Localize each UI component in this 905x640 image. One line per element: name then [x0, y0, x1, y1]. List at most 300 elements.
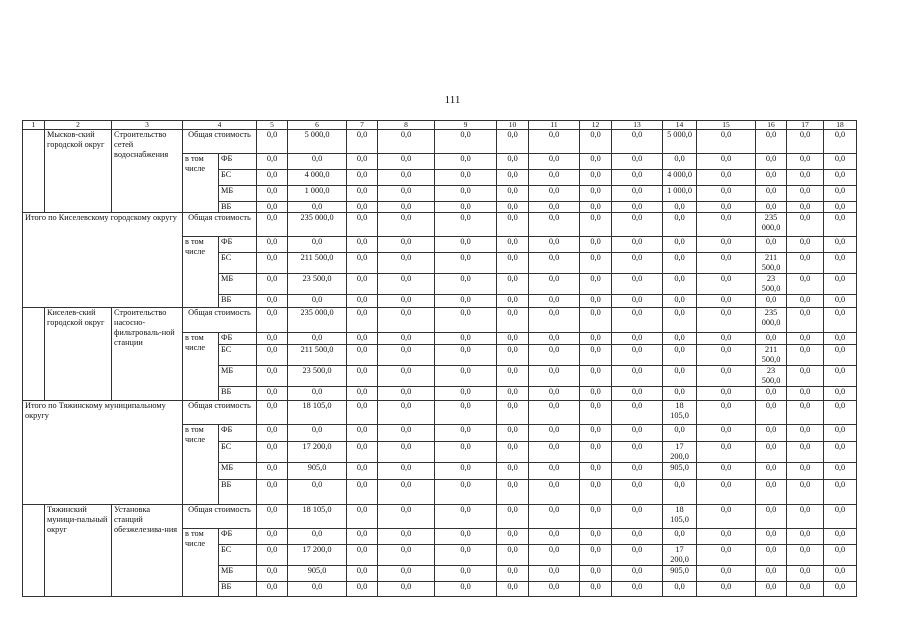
value-cell: 0,0: [787, 154, 824, 170]
source-label: ФБ: [219, 333, 257, 345]
value-cell: 23 500,0: [288, 366, 347, 387]
value-cell: 0,0: [824, 170, 857, 186]
value-cell: 0,0: [697, 401, 756, 425]
value-cell: 0,0: [257, 253, 288, 274]
value-cell: 0,0: [787, 308, 824, 333]
value-cell: 0,0: [288, 154, 347, 170]
value-cell: 0,0: [663, 253, 697, 274]
value-cell: 0,0: [612, 566, 663, 582]
value-cell: 0,0: [612, 545, 663, 566]
value-cell: 0,0: [497, 333, 529, 345]
project-cell: Установка станций обезжелезива-ния: [112, 505, 183, 597]
value-cell: 0,0: [787, 237, 824, 253]
header-cell: 2: [45, 121, 112, 130]
incl-label: в том числе: [183, 154, 219, 213]
value-cell: 0,0: [288, 529, 347, 545]
value-cell: 0,0: [787, 366, 824, 387]
value-cell: 0,0: [288, 480, 347, 505]
value-cell: 0,0: [378, 333, 435, 345]
value-cell: 18 105,0: [288, 401, 347, 425]
value-cell: 0,0: [612, 308, 663, 333]
value-cell: 0,0: [756, 582, 787, 597]
value-cell: 0,0: [663, 237, 697, 253]
value-cell: 0,0: [497, 186, 529, 202]
value-cell: 0,0: [347, 295, 378, 308]
value-cell: 0,0: [257, 170, 288, 186]
value-cell: 0,0: [529, 213, 580, 237]
source-label: ВБ: [219, 387, 257, 401]
value-cell: 0,0: [663, 425, 697, 442]
table-row: [23, 505, 857, 529]
value-cell: 0,0: [378, 213, 435, 237]
value-cell: 0,0: [756, 401, 787, 425]
value-cell: 0,0: [497, 202, 529, 213]
value-cell: 17 200,0: [663, 442, 697, 463]
value-cell: 0,0: [347, 480, 378, 505]
value-cell: 0,0: [612, 480, 663, 505]
value-cell: 0,0: [497, 130, 529, 154]
value-cell: 0,0: [347, 505, 378, 529]
value-cell: 0,0: [612, 366, 663, 387]
value-cell: 0,0: [787, 401, 824, 425]
value-cell: 0,0: [347, 186, 378, 202]
value-cell: 0,0: [663, 387, 697, 401]
value-cell: 0,0: [580, 345, 612, 366]
header-cell: 6: [288, 121, 347, 130]
value-cell: 0,0: [824, 582, 857, 597]
value-cell: 0,0: [580, 170, 612, 186]
value-cell: 0,0: [257, 333, 288, 345]
header-row: [23, 121, 857, 130]
source-label: МБ: [219, 366, 257, 387]
source-label: БС: [219, 170, 257, 186]
header-cell: 15: [697, 121, 756, 130]
value-cell: 0,0: [435, 202, 497, 213]
source-label: ФБ: [219, 154, 257, 170]
value-cell: 0,0: [529, 566, 580, 582]
value-cell: 905,0: [288, 566, 347, 582]
col1-cell: [23, 130, 45, 213]
value-cell: 0,0: [663, 480, 697, 505]
value-cell: 0,0: [257, 387, 288, 401]
value-cell: 0,0: [257, 237, 288, 253]
value-cell: 0,0: [497, 308, 529, 333]
source-label: ВБ: [219, 582, 257, 597]
value-cell: 18 105,0: [288, 505, 347, 529]
incl-label: в том числе: [183, 237, 219, 308]
header-cell: 7: [347, 121, 378, 130]
value-cell: 0,0: [663, 274, 697, 295]
value-cell: 0,0: [787, 274, 824, 295]
value-cell: 0,0: [529, 308, 580, 333]
value-cell: 0,0: [347, 582, 378, 597]
value-cell: 0,0: [612, 529, 663, 545]
header-cell: 11: [529, 121, 580, 130]
value-cell: 0,0: [663, 308, 697, 333]
value-cell: 0,0: [435, 154, 497, 170]
value-cell: 0,0: [580, 582, 612, 597]
value-cell: 23 500,0: [288, 274, 347, 295]
value-cell: 0,0: [378, 401, 435, 425]
value-cell: 0,0: [257, 345, 288, 366]
value-cell: 0,0: [697, 582, 756, 597]
total-title: Итого по Тяжинскому муниципальному округу: [23, 401, 183, 505]
value-cell: 0,0: [378, 463, 435, 480]
value-cell: 0,0: [257, 308, 288, 333]
value-cell: 17 200,0: [288, 545, 347, 566]
value-cell: 235 000,0: [756, 308, 787, 333]
value-cell: 0,0: [497, 442, 529, 463]
value-cell: 0,0: [612, 463, 663, 480]
value-cell: 0,0: [347, 170, 378, 186]
value-cell: 0,0: [787, 480, 824, 505]
value-cell: 0,0: [378, 170, 435, 186]
source-label: ВБ: [219, 480, 257, 505]
value-cell: 0,0: [756, 130, 787, 154]
value-cell: 0,0: [497, 154, 529, 170]
value-cell: 0,0: [756, 545, 787, 566]
value-cell: 0,0: [435, 387, 497, 401]
value-cell: 0,0: [697, 274, 756, 295]
value-cell: 0,0: [580, 237, 612, 253]
value-cell: 0,0: [257, 545, 288, 566]
value-cell: 0,0: [787, 442, 824, 463]
header-cell: 12: [580, 121, 612, 130]
value-cell: 0,0: [288, 202, 347, 213]
value-cell: 0,0: [378, 345, 435, 366]
value-cell: 0,0: [824, 463, 857, 480]
value-cell: 0,0: [824, 274, 857, 295]
value-cell: 0,0: [663, 154, 697, 170]
value-cell: 905,0: [663, 463, 697, 480]
value-cell: 0,0: [612, 425, 663, 442]
value-cell: 0,0: [529, 345, 580, 366]
total-cost-label: Общая стоимость: [183, 505, 257, 529]
value-cell: 0,0: [378, 130, 435, 154]
value-cell: 0,0: [497, 545, 529, 566]
value-cell: 0,0: [257, 295, 288, 308]
value-cell: 0,0: [347, 274, 378, 295]
budget-table: [22, 120, 857, 597]
value-cell: 0,0: [435, 401, 497, 425]
value-cell: 0,0: [257, 274, 288, 295]
value-cell: 235 000,0: [288, 213, 347, 237]
value-cell: 0,0: [612, 170, 663, 186]
value-cell: 0,0: [663, 366, 697, 387]
value-cell: 0,0: [257, 425, 288, 442]
value-cell: 0,0: [580, 213, 612, 237]
source-label: БС: [219, 253, 257, 274]
value-cell: 0,0: [378, 442, 435, 463]
value-cell: 0,0: [378, 253, 435, 274]
value-cell: 0,0: [787, 170, 824, 186]
value-cell: 0,0: [824, 401, 857, 425]
total-cost-label: Общая стоимость: [183, 130, 257, 154]
value-cell: 5 000,0: [663, 130, 697, 154]
value-cell: 0,0: [824, 345, 857, 366]
value-cell: 0,0: [529, 295, 580, 308]
value-cell: 18 105,0: [663, 401, 697, 425]
value-cell: 0,0: [257, 366, 288, 387]
value-cell: 0,0: [580, 274, 612, 295]
value-cell: 0,0: [787, 387, 824, 401]
value-cell: 0,0: [697, 253, 756, 274]
value-cell: 0,0: [497, 480, 529, 505]
value-cell: 0,0: [580, 566, 612, 582]
value-cell: 0,0: [435, 366, 497, 387]
value-cell: 0,0: [378, 387, 435, 401]
value-cell: 0,0: [497, 529, 529, 545]
value-cell: 0,0: [824, 253, 857, 274]
value-cell: 0,0: [787, 463, 824, 480]
value-cell: 0,0: [756, 186, 787, 202]
source-label: БС: [219, 345, 257, 366]
value-cell: 0,0: [497, 170, 529, 186]
value-cell: 0,0: [756, 154, 787, 170]
value-cell: 0,0: [435, 333, 497, 345]
value-cell: 0,0: [435, 442, 497, 463]
source-label: ФБ: [219, 237, 257, 253]
value-cell: 0,0: [824, 366, 857, 387]
value-cell: 0,0: [756, 463, 787, 480]
value-cell: 0,0: [378, 480, 435, 505]
value-cell: 0,0: [580, 202, 612, 213]
total-cost-label: Общая стоимость: [183, 401, 257, 425]
value-cell: 0,0: [257, 582, 288, 597]
value-cell: 0,0: [612, 295, 663, 308]
value-cell: 0,0: [497, 387, 529, 401]
value-cell: 0,0: [663, 345, 697, 366]
value-cell: 0,0: [697, 345, 756, 366]
value-cell: 0,0: [697, 566, 756, 582]
value-cell: 0,0: [580, 425, 612, 442]
incl-label: в том числе: [183, 425, 219, 505]
header-cell: 14: [663, 121, 697, 130]
value-cell: 0,0: [580, 529, 612, 545]
value-cell: 0,0: [347, 442, 378, 463]
value-cell: 0,0: [756, 333, 787, 345]
value-cell: 0,0: [347, 463, 378, 480]
value-cell: 0,0: [257, 463, 288, 480]
value-cell: 0,0: [497, 237, 529, 253]
value-cell: 0,0: [257, 505, 288, 529]
value-cell: 0,0: [529, 366, 580, 387]
value-cell: 0,0: [580, 253, 612, 274]
value-cell: 0,0: [378, 308, 435, 333]
value-cell: 0,0: [756, 480, 787, 505]
header-cell: 13: [612, 121, 663, 130]
value-cell: 0,0: [347, 333, 378, 345]
value-cell: 0,0: [787, 130, 824, 154]
value-cell: 0,0: [497, 345, 529, 366]
value-cell: 0,0: [435, 130, 497, 154]
table-row: [23, 130, 857, 154]
value-cell: 0,0: [257, 202, 288, 213]
value-cell: 0,0: [288, 333, 347, 345]
value-cell: 0,0: [529, 425, 580, 442]
value-cell: 0,0: [435, 425, 497, 442]
col1-cell: [23, 505, 45, 597]
value-cell: 0,0: [787, 253, 824, 274]
value-cell: 0,0: [347, 154, 378, 170]
value-cell: 0,0: [787, 545, 824, 566]
value-cell: 0,0: [580, 480, 612, 505]
value-cell: 0,0: [347, 308, 378, 333]
value-cell: 23 500,0: [756, 366, 787, 387]
value-cell: 0,0: [378, 505, 435, 529]
value-cell: 0,0: [824, 387, 857, 401]
value-cell: 0,0: [580, 295, 612, 308]
municipality-cell: Тяжинский муници-пальный округ: [45, 505, 112, 597]
value-cell: 4 000,0: [663, 170, 697, 186]
value-cell: 0,0: [824, 545, 857, 566]
value-cell: 0,0: [697, 463, 756, 480]
value-cell: 0,0: [580, 505, 612, 529]
value-cell: 0,0: [697, 237, 756, 253]
value-cell: 0,0: [612, 130, 663, 154]
value-cell: 0,0: [435, 237, 497, 253]
value-cell: 0,0: [288, 425, 347, 442]
value-cell: 0,0: [497, 463, 529, 480]
value-cell: 0,0: [580, 545, 612, 566]
value-cell: 0,0: [663, 202, 697, 213]
value-cell: 0,0: [824, 529, 857, 545]
value-cell: 0,0: [288, 582, 347, 597]
value-cell: 0,0: [435, 345, 497, 366]
source-label: ФБ: [219, 529, 257, 545]
page-number: 111: [444, 94, 461, 106]
total-row: [23, 213, 857, 237]
value-cell: 0,0: [824, 186, 857, 202]
value-cell: 0,0: [347, 345, 378, 366]
value-cell: 0,0: [787, 202, 824, 213]
total-row: [23, 401, 857, 425]
value-cell: 0,0: [824, 566, 857, 582]
incl-label: в том числе: [183, 333, 219, 401]
value-cell: 0,0: [347, 366, 378, 387]
value-cell: 0,0: [288, 387, 347, 401]
value-cell: 0,0: [697, 295, 756, 308]
value-cell: 0,0: [529, 480, 580, 505]
value-cell: 0,0: [612, 345, 663, 366]
value-cell: 0,0: [497, 366, 529, 387]
value-cell: 0,0: [697, 529, 756, 545]
header-cell: 4: [183, 121, 257, 130]
value-cell: 0,0: [697, 186, 756, 202]
total-title: Итого по Киселевскому городскому округу: [23, 213, 183, 308]
value-cell: 0,0: [612, 582, 663, 597]
header-cell: 5: [257, 121, 288, 130]
value-cell: 0,0: [756, 387, 787, 401]
value-cell: 0,0: [580, 463, 612, 480]
value-cell: 0,0: [787, 425, 824, 442]
value-cell: 0,0: [257, 401, 288, 425]
value-cell: 0,0: [580, 333, 612, 345]
header-cell: 17: [787, 121, 824, 130]
value-cell: 905,0: [663, 566, 697, 582]
value-cell: 0,0: [697, 366, 756, 387]
value-cell: 0,0: [347, 213, 378, 237]
value-cell: 0,0: [347, 425, 378, 442]
value-cell: 0,0: [756, 529, 787, 545]
value-cell: 0,0: [435, 213, 497, 237]
value-cell: 0,0: [663, 295, 697, 308]
value-cell: 0,0: [824, 333, 857, 345]
source-label: МБ: [219, 566, 257, 582]
value-cell: 0,0: [612, 505, 663, 529]
value-cell: 0,0: [435, 463, 497, 480]
value-cell: 0,0: [787, 333, 824, 345]
value-cell: 0,0: [435, 529, 497, 545]
value-cell: 0,0: [697, 442, 756, 463]
project-cell: Строительство сетей водоснабжения: [112, 130, 183, 213]
value-cell: 0,0: [697, 545, 756, 566]
value-cell: 0,0: [756, 442, 787, 463]
value-cell: 4 000,0: [288, 170, 347, 186]
value-cell: 0,0: [697, 308, 756, 333]
value-cell: 0,0: [756, 170, 787, 186]
value-cell: 0,0: [612, 213, 663, 237]
value-cell: 0,0: [580, 442, 612, 463]
value-cell: 0,0: [824, 308, 857, 333]
value-cell: 0,0: [580, 308, 612, 333]
value-cell: 0,0: [288, 295, 347, 308]
value-cell: 0,0: [787, 582, 824, 597]
value-cell: 0,0: [529, 442, 580, 463]
value-cell: 0,0: [257, 529, 288, 545]
value-cell: 0,0: [529, 253, 580, 274]
value-cell: 0,0: [756, 202, 787, 213]
source-label: ФБ: [219, 425, 257, 442]
col1-cell: [23, 308, 45, 401]
value-cell: 1 000,0: [288, 186, 347, 202]
value-cell: 0,0: [824, 295, 857, 308]
value-cell: 0,0: [580, 366, 612, 387]
value-cell: 0,0: [435, 186, 497, 202]
value-cell: 0,0: [378, 529, 435, 545]
value-cell: 0,0: [378, 425, 435, 442]
value-cell: 0,0: [497, 582, 529, 597]
value-cell: 0,0: [824, 480, 857, 505]
header-cell: 1: [23, 121, 45, 130]
value-cell: 0,0: [824, 202, 857, 213]
header-cell: 3: [112, 121, 183, 130]
value-cell: 0,0: [497, 425, 529, 442]
value-cell: 0,0: [497, 401, 529, 425]
value-cell: 0,0: [347, 387, 378, 401]
value-cell: 0,0: [529, 387, 580, 401]
value-cell: 0,0: [529, 582, 580, 597]
value-cell: 0,0: [529, 202, 580, 213]
value-cell: 0,0: [529, 463, 580, 480]
value-cell: 0,0: [612, 442, 663, 463]
value-cell: 0,0: [663, 582, 697, 597]
header-cell: 16: [756, 121, 787, 130]
value-cell: 0,0: [378, 237, 435, 253]
value-cell: 0,0: [663, 213, 697, 237]
value-cell: 0,0: [787, 566, 824, 582]
value-cell: 0,0: [435, 480, 497, 505]
value-cell: 0,0: [824, 425, 857, 442]
value-cell: 0,0: [378, 202, 435, 213]
value-cell: 0,0: [257, 213, 288, 237]
value-cell: 0,0: [378, 582, 435, 597]
value-cell: 0,0: [756, 237, 787, 253]
source-label: МБ: [219, 186, 257, 202]
value-cell: 1 000,0: [663, 186, 697, 202]
value-cell: 0,0: [612, 387, 663, 401]
value-cell: 0,0: [787, 505, 824, 529]
